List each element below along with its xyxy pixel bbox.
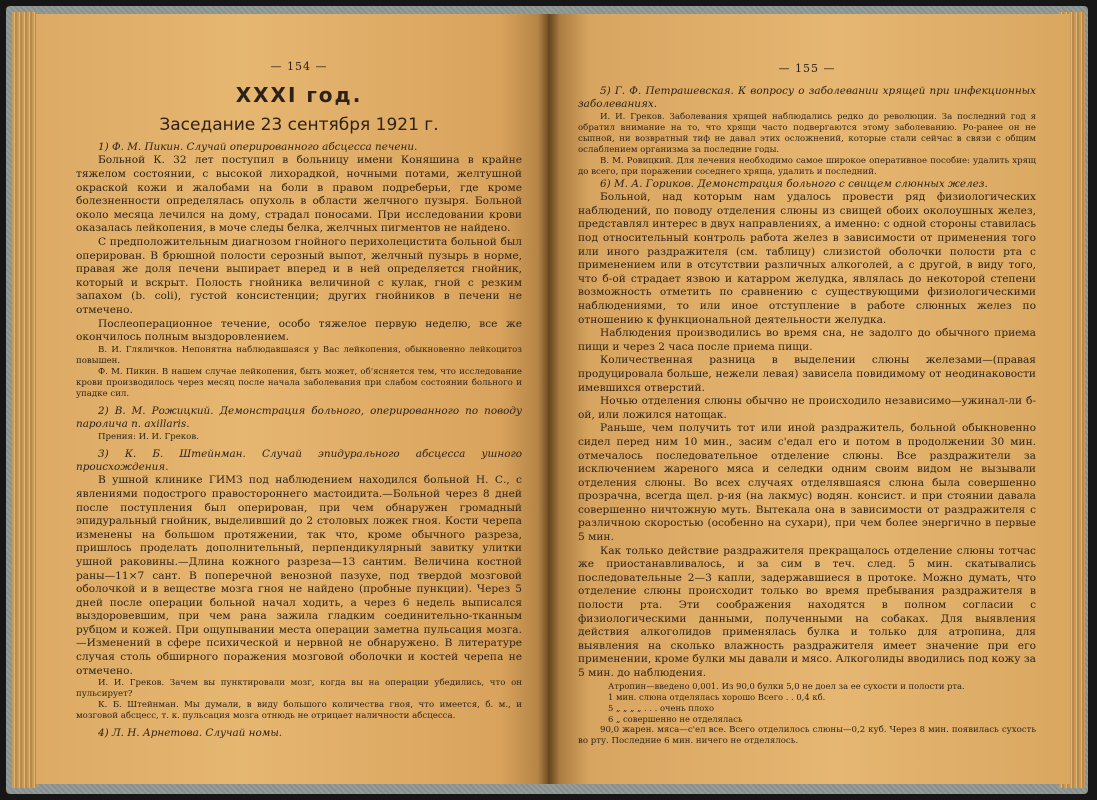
paragraph: Послеоперационное течение, особо тяжелое первую неделю, все же окончилось полным выздоровлением. — [76, 317, 522, 344]
page-number: — 155 — — [778, 62, 836, 75]
left-page-edges — [12, 12, 38, 788]
report-title: 4) Л. Н. Арнетова. Случай номы. — [98, 727, 283, 740]
report-title: 6) М. А. Гориков. Демонстрация больного с свищем слюнных желез. — [600, 177, 988, 190]
book-gutter — [538, 14, 560, 784]
discussion-remark: К. Б. Штейнман. Мы думали, в виду большого количества гноя, что имеется, б. м., и мозговой абсцесс, т. к. пульсация мозга отнюдь не отрицает наличности абсцесса. — [76, 700, 522, 722]
discussion-remark: И. И. Греков. Зачем вы пунктировали мозг, когда вы на операции убедились, что он пульсирует? — [76, 678, 522, 700]
right-page — [548, 14, 1070, 784]
observation-table — [578, 681, 1036, 725]
paragraph: Ночью отделения слюны обычно не происходило независимо—ужинал-ли б-ой, или ложился натощак. — [578, 395, 1036, 421]
paragraph: 90,0 жарен. мяса—с'ел все. Всего отделилось слюны—0,2 куб. Через 8 мин. появилась сухость во рту. Последние 6 мин. ничего не отделялось. — [578, 724, 1036, 746]
page-number: — 154 — — [270, 60, 328, 73]
discussion-remark: И. И. Греков. Заболевания хрящей наблюдались редко до революции. За последний год я обратил внимание на то, что хрящи часто подвергаются этому заболеванию. Ро-ранее он не сыпной, ни возвратный тиф не давал этих осложнений, которые стали сейчас в связи с общим ослаблением организма за последние годы. — [578, 111, 1036, 155]
paragraph: Наблюдения производились во время сна, не задолго до обычного приема пищи и через 2 часа после приема пищи. — [578, 327, 1036, 353]
discussion-remark: В. И. Гляличков. Непонятна наблюдавшаяся у Вас лейкопения, обыкновенно лейкоцитоз повышен. — [76, 344, 522, 366]
report-title: 5) Г. Ф. Петрашевская. К вопросу о заболевании хрящей при инфекционных заболеваниях. — [578, 85, 1036, 111]
paragraph: Количественная разница в выделении слюны железами—(правая продуцировала больше, нежели левая) зависела повидимому от неодинаковости имевшихся отверстий. — [578, 354, 1036, 394]
table-line: 5 „ „ „ „ . . . очень плохо — [608, 702, 715, 713]
left-page — [36, 14, 552, 784]
paragraph: Как только действие раздражителя прекращалось отделение слюны тотчас же приостанавливалось, и за сим в теч. след. 5 мин. скатывались последовательные 2—3 капли, задержавшиеся в протоке. Можно думать, что отделение слюны происходит только во время пребывания раздражителя в полости рта. Эти соображения находятся в полном согласии с физиологическими данными, полученными на собаках. Для выявления действия алкоголидов применялась булка и только для атропина, для выявления на сколько влажность раздражителя имеет значение при его применении, кроме булки мы давали и мясо. Алкоголиды вводились под кожу за 5 мин. до наблюдения. — [578, 544, 1036, 679]
debate-note: Прения: И. И. Греков. — [98, 431, 199, 442]
table-line: 6 „ совершенно не отделялась — [608, 713, 743, 724]
paragraph: Больной К. 32 лет поступил в больницу имени Коняшина в крайне тяжелом состоянии, с высокой лихорадкой, ночными потами, желтушной окраской кожи и жалобами на боли в правом подреберьи, где кроме болезненности определялась опухоль в области желчного пузыря. Больной около месяца лечился на дому, страдал поносами. При исследовании крови оказалась лейкопения, в моче следы белка, желчных пигментов не найдено. — [76, 154, 522, 235]
table-line: Атропин—введено 0,001. Из 90,0 булки 5,0 не доел за ее сухости и полости рта. — [608, 680, 965, 691]
table-line: 1 мин. слюна отделялась хорошо Всего . . 0,4 кб. — [608, 691, 826, 702]
discussion-remark: В. М. Ровицкий. Для лечения необходимо самое широкое оперативное пособие: удалить хрящ до всего, при поражении соседнего хряща, удалить и последний. — [578, 155, 1036, 177]
discussion-remark: Ф. М. Пикин. В нашем случае лейкопения, быть может, об'ясняется тем, что исследование крови производилось через месяц после начала заболевания при слабом состоянии больного и упадке сил. — [76, 366, 522, 399]
year-heading: XXXI год. — [235, 83, 363, 107]
session-heading: Заседание 23 сентября 1921 г. — [159, 115, 439, 135]
report-title: 1) Ф. М. Пикин. Случай оперированного абсцесса печени. — [98, 141, 418, 153]
paragraph: Раньше, чем получить тот или иной раздражитель, больной обыкновенно сидел перед ним 10 мин., засим с'едал его и потом в продолжении 30 мин. отмечалось последовательное отделение слюны. Все раздражители за исключением жареного мяса и селедки одним своим видом не вызывали отделения слюны. Во всех случаях отделявшаяся слюна была совершенно прозрачна, всегда щел. р-ия (на лакмус) водян. консист. и при стоянии давала совершенно ничтожную муть. Вытекала она в зависимости от раздражителя с различною скоростью (особенно на сухари), при чем более энергично в первые 5 мин. — [578, 422, 1036, 544]
paragraph: Больной, над которым нам удалось провести ряд физиологических наблюдений, по поводу отделения слюны из свищей обоих околоушных желез, представлял интерес в двух направлениях, а именно: с одной стороны ставилась под относительный контроль работа желез в зависимости от применения того или иного раздражителя (см. таблицу) слизистой оболочки полости рта с применением или в отсутствии различных алкоголей, а с другой, в виду того, что б-ой страдает язвою и катарром желудка, являлась до некоторой степени возможность отметить по сравнению с существующими физиологическими наблюдениями, то или иное отступление в работе слюнных желез по отношению к функциональной деятельности желудка. — [578, 191, 1036, 326]
paragraph: С предположительным диагнозом гнойного перихолецистита больной был оперирован. В брюшной полости серозный выпот, желчный пузырь в норме, правая же доля печени выпирает вперед и в ней определяется гнойник, который и вскрыт. Полость гнойника величиной с кулак, гной с резким запахом (b. coli), густой консистенции; других гнойников в печени не отмечено. — [76, 235, 522, 316]
report-title: 3) К. Б. Штейнман. Случай эпидурального абсцесса ушного происхождения. — [76, 447, 522, 473]
report-title: 2) В. М. Рожицкий. Демонстрация больного, оперированного по поводу паролича n. axillaris. — [76, 404, 522, 431]
paragraph: В ушной клинике ГИМЗ под наблюдением находился больной Н. С., с явлениями подострого правостороннего мастоидита.—Больной через 8 дней после поступления был оперирован, при чем обнаружен громадный эпидуральный гнойник, выделивший до 2 столовых ложек гноя. Кости черепа изменены на большом протяжении, так что, кроме обычного разреза, пришлось проделать дополнительный, перпендикулярный завитку улитки ушной раковины.—Длина кожного разреза—13 сантим. Величина костной раны—11×7 сант. В поперечной венозной пазухе, под твердой мозговой оболочкой и в веществе мозга гноя не найдено (пробные пункции). Через 5 дней после операции больной начал ходить, а через 6 недель выписался выздоровевшим, при чем рана зажила гладким соединительно-тканным рубцом и кожей. При ощупывании места операции заметна пульсация мозга.—Изменений в сфере психической и нервной не обнаружено. В литературе случая столь обширного поражения мозговой оболочки и костей черепа не отмечено. — [76, 474, 522, 677]
